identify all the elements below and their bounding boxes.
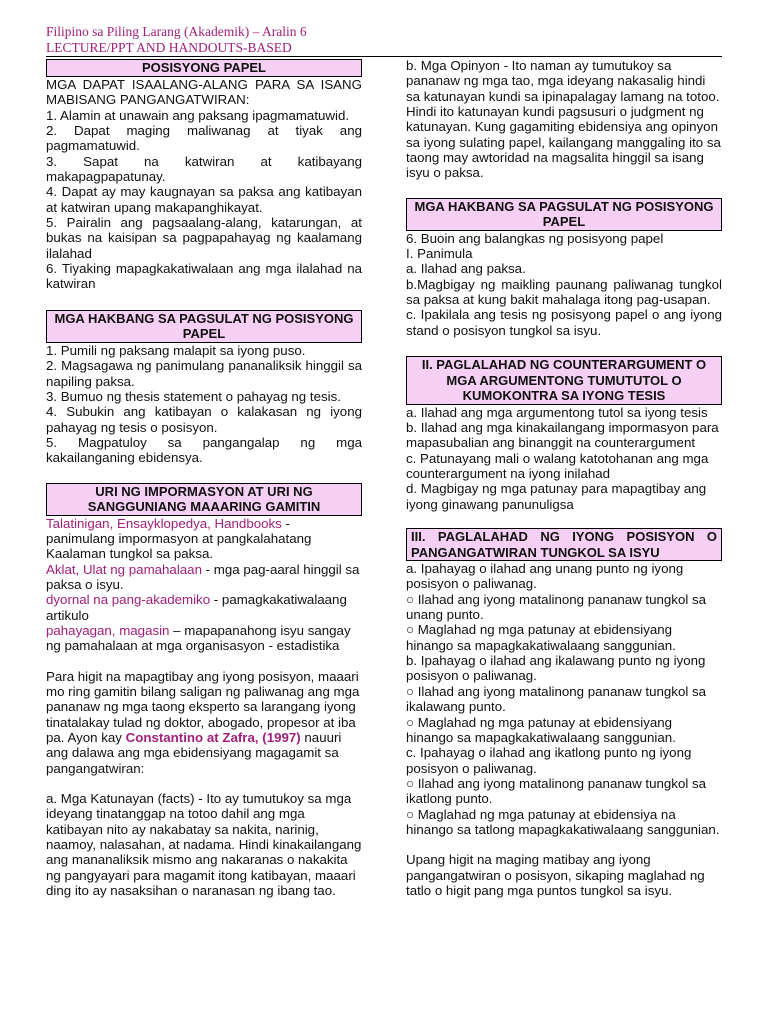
source-term: pahayagan, magasin [46, 622, 170, 638]
section-heading-hakbang-cont: MGA HAKBANG SA PAGSULAT NG POSISYONG PAPEL [406, 198, 722, 231]
list-item: I. Panimula [406, 246, 473, 262]
list-item: 2. Magsagawa ng panimulang pananaliksik hinggil sa napiling paksa. [46, 358, 362, 389]
list-item: ○ Ilahad ang iyong matalinong pananaw tungkol sa ikatlong punto. [406, 775, 707, 807]
section-heading-counterargument: II. PAGLALAHAD NG COUNTERARGUMENT O MGA ARGUMENTONG TUMUTUTOL O KUMOKONTRA SA IYONG TESIS [406, 356, 722, 405]
considerations-list [46, 108, 362, 292]
list-item: ○ Maglahad ng mga patunay at ebidensiya na hinango sa tatlong mapagkakatiwalaang sanggunian. [406, 806, 720, 837]
course-title: Filipino sa Piling Larang (Akademik) – Aralin 6 [46, 24, 307, 39]
section-heading-hakbang: MGA HAKBANG SA PAGSULAT NG POSISYONG PAPEL [46, 310, 362, 343]
section-heading-posisyong-papel: POSISYONG PAPEL [46, 59, 362, 77]
list-item: ○ Maglahad ng mga patunay at ebidensiyang hinango sa mapagkakatiwalaang sanggunian. [406, 714, 676, 745]
list-item: 2. Dapat maging maliwanag at tiyak ang pagmamatuwid. [46, 123, 362, 154]
list-item: 4. Subukin ang katibayan o kalakasan ng iyong pahayag ng tesis o posisyon. [46, 404, 362, 435]
list-item: b. Ipahayag o ilahad ang ikalawang punto ng iyong posisyon o paliwanag. [406, 653, 706, 684]
list-item: a. Ipahayag o ilahad ang unang punto ng iyong posisyon o paliwanag. [406, 561, 684, 592]
source-term: Aklat, Ulat ng pamahalaan [46, 561, 202, 577]
steps-list [46, 343, 362, 466]
list-item: d. Magbigay ng mga patunay para mapagtibay ang iyong ginawang panunuligsa [406, 481, 707, 512]
list-item: a. Ilahad ang paksa. [406, 261, 526, 277]
closing-paragraph: Upang higit na maging matibay ang iyong pangangatwiran o posisyon, sikaping maglahad ng tatlo o higit pang mga puntos tungkol sa isyu. [406, 852, 705, 898]
list-item: 1. Alamin at unawain ang paksang ipagmamatuwid. [46, 107, 350, 123]
list-item [46, 562, 362, 593]
list-item: 6. Tiyaking mapagkakatiwalaan ang mga ilalahad na katwiran [46, 261, 362, 292]
list-item: 3. Bumuo ng thesis statement o pahayag ng tesis. [46, 388, 341, 404]
document-subtitle: LECTURE/PPT AND HANDOUTS-BASED [46, 40, 292, 55]
opinions-paragraph: b. Mga Opinyon - Ito naman ay tumutukoy sa pananaw ng mga tao, mga ideyang nakasalig hindi sa katunayan kundi sa ipinapalagay lamang na totoo. Hindi ito katunayan kundi pagsusuri o judgment ng katunayan. Kung gagamiting ebidensiya ang opinyon sa iyong sulating papel, kailangang manggaling ito sa taong may awtoridad na magsalita hinggil sa isang isyu o paksa. [406, 58, 721, 181]
evidence-paragraph [46, 669, 362, 776]
left-column [46, 58, 362, 898]
list-item [46, 623, 362, 654]
source-desc: - mga pag-aaral hinggil sa paksa o isyu. [46, 561, 360, 592]
evidence-text-end: nauuri ang dalawa ang mga ebidensiyang magagamit sa pangangatwiran: [46, 730, 342, 776]
source-term: dyornal na pang-akademiko [46, 592, 211, 608]
list-item: 1. Pumili ng paksang malapit sa iyong puso. [46, 342, 306, 358]
header-divider [46, 56, 722, 57]
list-item: ○ Ilahad ang iyong matalinong pananaw tungkol sa ikalawang punto. [406, 683, 707, 715]
section-heading-sanggunian: URI NG IMPORMASYON AT URI NG SANGGUNIANG MAAARING GAMITIN [46, 483, 362, 516]
facts-paragraph: a. Mga Katunayan (facts) - Ito ay tumutukoy sa mga ideyang tinatanggap na totoo dahil ang mga katibayan nito ay nakabatay sa nakita, narinig, naamoy, nalasahan, at nadama. Hindi kinakailangang ang mananaliksik mismo ang nakaranas o nakakita ng pangyayari para magamit itong katibayan, maaari ding ito ay nasaksihan o naranasan ng ibang tao. [46, 791, 362, 899]
position-list [406, 561, 722, 837]
list-item: b.Magbigay ng maikling paunang paliwanag tungkol sa paksa at kung bakit mahalaga itong pag-usapan. [406, 276, 722, 308]
considerations-intro: MGA DAPAT ISAALANG-ALANG PARA SA ISANG MABISANG PANGANGATWIRAN: [46, 77, 362, 108]
list-item: c. Patunayang mali o walang katotohanan ang mga counterargument na iyong inilahad [406, 450, 709, 482]
list-item: c. Ipakilala ang tesis ng posisyong papel o ang iyong stand o posisyon tungkol sa isyu. [406, 307, 722, 338]
list-item: 6. Buoin ang balangkas ng posisyong papel [406, 230, 664, 246]
evidence-text: Para higit na mapagtibay ang iyong posisyon, maaari mo ring gamitin bilang saligan ng paliwanag ang mga pananaw ng mga taong eksperto sa larangang iyong tinatalakay tulad ng doktor, abogado, propesor at iba pa. Ayon kay [46, 668, 360, 746]
list-item: 4. Dapat ay may kaugnayan sa paksa ang katibayan at katwiran upang makapanghikayat. [46, 184, 362, 215]
list-item: c. Ipahayag o ilahad ang ikatlong punto ng iyong posisyon o paliwanag. [406, 745, 692, 776]
section-heading-posisyon: III. PAGLALAHAD NG IYONG POSISYON O PANGANGATWIRAN TUNGKOL SA ISYU [406, 528, 722, 561]
list-item [46, 592, 362, 623]
source-term: Talatinigan, Ensayklopedya, Handbooks [46, 515, 282, 531]
source-desc: – mapapanahong isyu sangay ng pamahalaan at mga organisasyon - estadistika [46, 622, 351, 654]
source-desc: - panimulang impormasyon at pangkalahatang Kaalaman tungkol sa paksa. [46, 515, 312, 562]
counter-list [406, 405, 722, 512]
list-item: 5. Magpatuloy sa pangangalap ng mga kakailanganing ebidensya. [46, 434, 362, 466]
list-item [46, 516, 362, 562]
list-item: b. Ilahad ang mga kinakailangang impormasyon para mapasubalian ang binanggit na counterargument [406, 420, 719, 451]
list-item: 3. Sapat na katwiran at katibayang makapagpapatunay. [46, 153, 362, 185]
list-item: a. Ilahad ang mga argumentong tutol sa iyong tesis [406, 404, 708, 420]
list-item: 5. Pairalin ang pagsaalang-alang, katarungan, at bukas na kaisipan sa pagpapahayag ng kaalamang ilalahad [46, 215, 362, 261]
list-item: ○ Maglahad ng mga patunay at ebidensiyang hinango sa mapagkakatiwalaang sanggunian. [406, 622, 676, 653]
outline-list [406, 231, 722, 338]
source-desc: - pamagkakatiwalaang artikulo [46, 592, 347, 623]
sources-list [46, 516, 362, 654]
right-column [406, 58, 722, 898]
citation: Constantino at Zafra, (1997) [125, 730, 301, 746]
document-header [46, 24, 307, 56]
list-item: ○ Ilahad ang iyong matalinong pananaw tungkol sa unang punto. [406, 591, 707, 623]
